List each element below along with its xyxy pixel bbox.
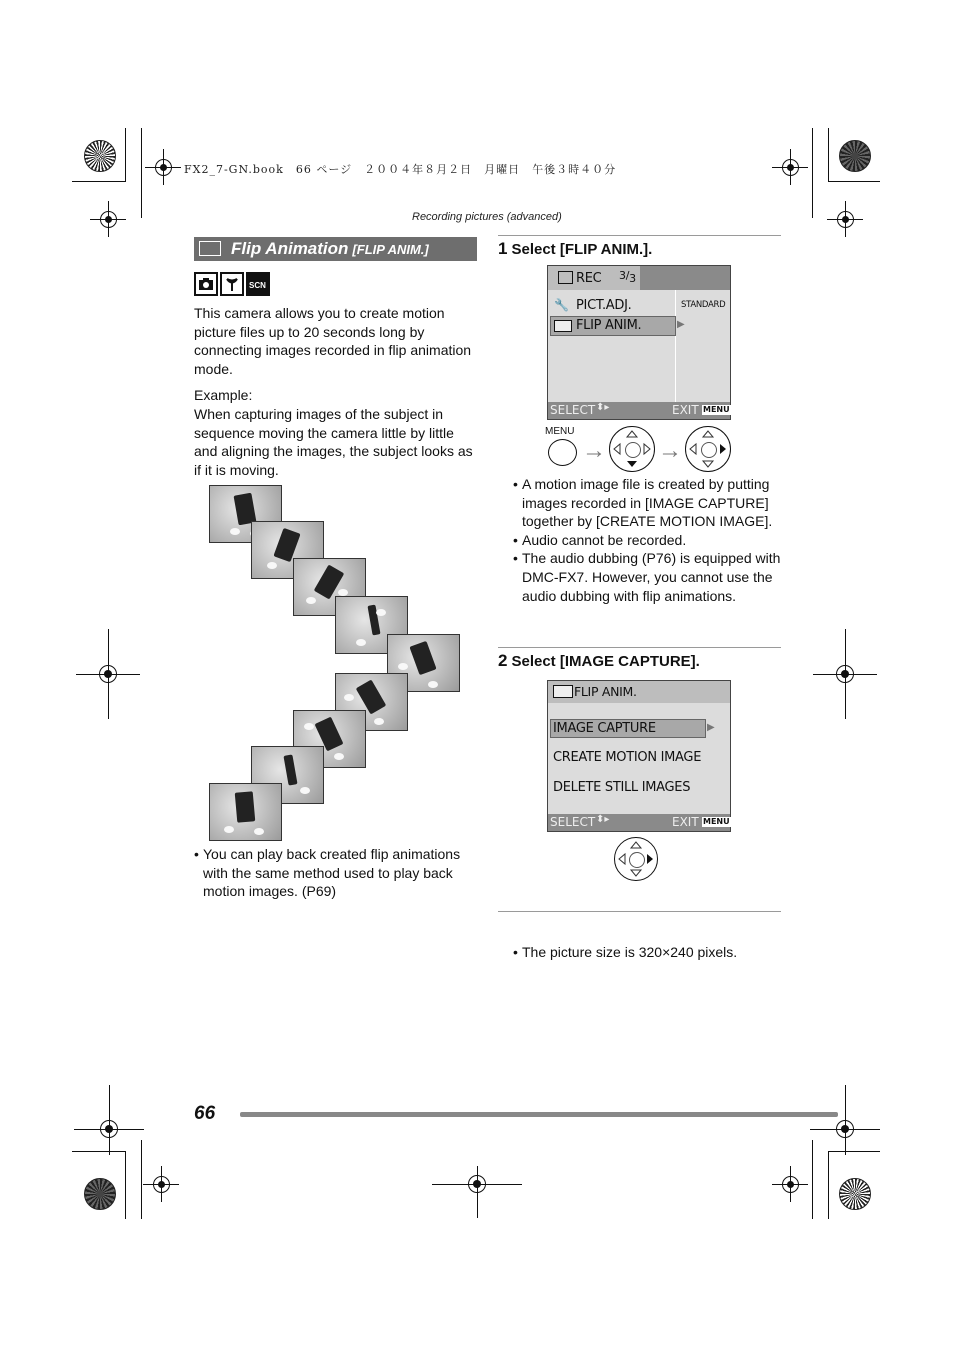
sequence-photo — [209, 783, 282, 841]
note-item: • Audio cannot be recorded. — [513, 531, 783, 550]
rec-menu-screen — [547, 265, 731, 420]
select-label: SELECT — [550, 815, 596, 829]
registration-rosette — [839, 1178, 871, 1210]
step-divider — [498, 647, 781, 648]
footer-rule — [240, 1112, 838, 1117]
registration-rosette — [84, 140, 116, 172]
registration-rosette — [839, 140, 871, 172]
crosshair-mark — [813, 629, 877, 719]
crosshair-mark — [74, 1085, 144, 1155]
note-item: • The audio dubbing (P76) is equipped with DMC-FX7. However, you cannot use the audio dubbing with flip animations. — [513, 549, 783, 605]
flip-anim-icon — [199, 241, 221, 256]
flip-anim-icon — [554, 320, 572, 332]
macro-mode-icon — [220, 272, 244, 296]
select-label: SELECT — [550, 403, 596, 417]
crosshair-mark — [90, 201, 126, 237]
page-indicator: 3/3 — [619, 269, 636, 285]
example-paragraph: When capturing images of the subject in sequence moving the camera little by little and aligning the images, the subject looks as if it is moving. — [194, 406, 473, 478]
step-divider — [498, 911, 781, 912]
updown-right-arrows-icon: ⬍▸ — [596, 402, 610, 413]
menu-item-flip-anim-label: FLIP ANIM. — [576, 318, 642, 333]
crop-mark — [828, 1151, 829, 1219]
step1-notes — [513, 475, 783, 605]
wrench-icon: 🔧 — [554, 298, 569, 312]
pict-adj-value: STANDARD — [681, 300, 726, 310]
page-number: 66 — [194, 1103, 216, 1124]
camera-icon — [558, 271, 573, 284]
crop-mark — [812, 128, 813, 218]
crosshair-mark — [810, 1085, 880, 1155]
crosshair-mark — [827, 201, 863, 237]
crosshair-mark — [772, 1166, 808, 1202]
flip-anim-menu-screen — [547, 680, 731, 832]
option-create-motion-image[interactable]: CREATE MOTION IMAGE — [553, 750, 702, 765]
step1-heading: 1 Select [FLIP ANIM.]. — [498, 239, 653, 258]
triangle-right-icon: ▶ — [707, 722, 715, 733]
crosshair-mark — [432, 1166, 522, 1218]
exit-label: EXIT — [672, 815, 699, 829]
crop-mark — [72, 181, 126, 182]
section-title: Flip Animation [FLIP ANIM.] — [231, 239, 429, 258]
arrow-right-icon: → — [582, 437, 606, 464]
lcd-status-bar — [548, 814, 730, 831]
flip-anim-icon — [553, 685, 573, 698]
crosshair-mark — [772, 149, 808, 185]
step-divider — [498, 235, 781, 236]
camera-mode-icon — [194, 272, 218, 296]
rec-tab-label: REC — [576, 271, 602, 286]
crop-mark — [125, 1151, 126, 1219]
print-file-info: FX2_7-GN.book 66 ページ ２００４年８月２日 月曜日 午後３時４０分 — [184, 163, 617, 176]
scene-mode-icon — [246, 272, 270, 296]
cursor-pad-down-icon — [609, 426, 655, 472]
crosshair-mark — [143, 1166, 179, 1202]
menu-item-pict-adj[interactable]: PICT.ADJ. — [576, 298, 632, 313]
mode-icons — [194, 272, 270, 300]
crosshair-mark — [76, 629, 140, 719]
option-image-capture-label: IMAGE CAPTURE — [553, 721, 656, 736]
crosshair-mark — [145, 149, 181, 185]
example-label: Example: — [194, 387, 253, 403]
arrow-right-icon: → — [658, 437, 682, 464]
intro-paragraph: This camera allows you to create motion picture files up to 20 seconds long by connecting images recorded in flip animation mode. — [194, 305, 472, 377]
updown-right-arrows-icon: ⬍▸ — [596, 814, 610, 825]
playback-note: • You can play back created flip animations with the same method used to play back motion images. (P69) — [194, 845, 486, 901]
menu-button-icon — [548, 439, 577, 466]
lcd-status-bar — [548, 402, 730, 419]
section-title-bar — [194, 237, 477, 261]
crop-mark — [141, 128, 142, 218]
exit-label: EXIT — [672, 403, 699, 417]
note-item: • A motion image file is created by putting images recorded in [IMAGE CAPTURE] together by [CREATE MOTION IMAGE]. — [513, 475, 783, 531]
crop-mark — [828, 181, 880, 182]
crop-mark — [125, 128, 126, 182]
picture-size-note: • The picture size is 320×240 pixels. — [513, 943, 790, 962]
menu-badge: MENU — [703, 817, 730, 826]
option-delete-still-images[interactable]: DELETE STILL IMAGES — [553, 780, 691, 795]
running-head: Recording pictures (advanced) — [412, 211, 562, 223]
menu-button-label: MENU — [545, 426, 575, 437]
crop-mark — [828, 128, 829, 182]
cursor-pad-right-icon — [614, 837, 658, 881]
section-subtitle: [FLIP ANIM.] — [352, 242, 429, 257]
menu-badge: MENU — [703, 405, 730, 414]
registration-rosette — [84, 1178, 116, 1210]
triangle-right-icon: ▶ — [677, 319, 685, 330]
screen-title: FLIP ANIM. — [574, 684, 637, 699]
step2-heading: 2 Select [IMAGE CAPTURE]. — [498, 651, 700, 670]
svg-text:SCN: SCN — [249, 281, 266, 290]
cursor-pad-right-icon — [685, 426, 731, 472]
